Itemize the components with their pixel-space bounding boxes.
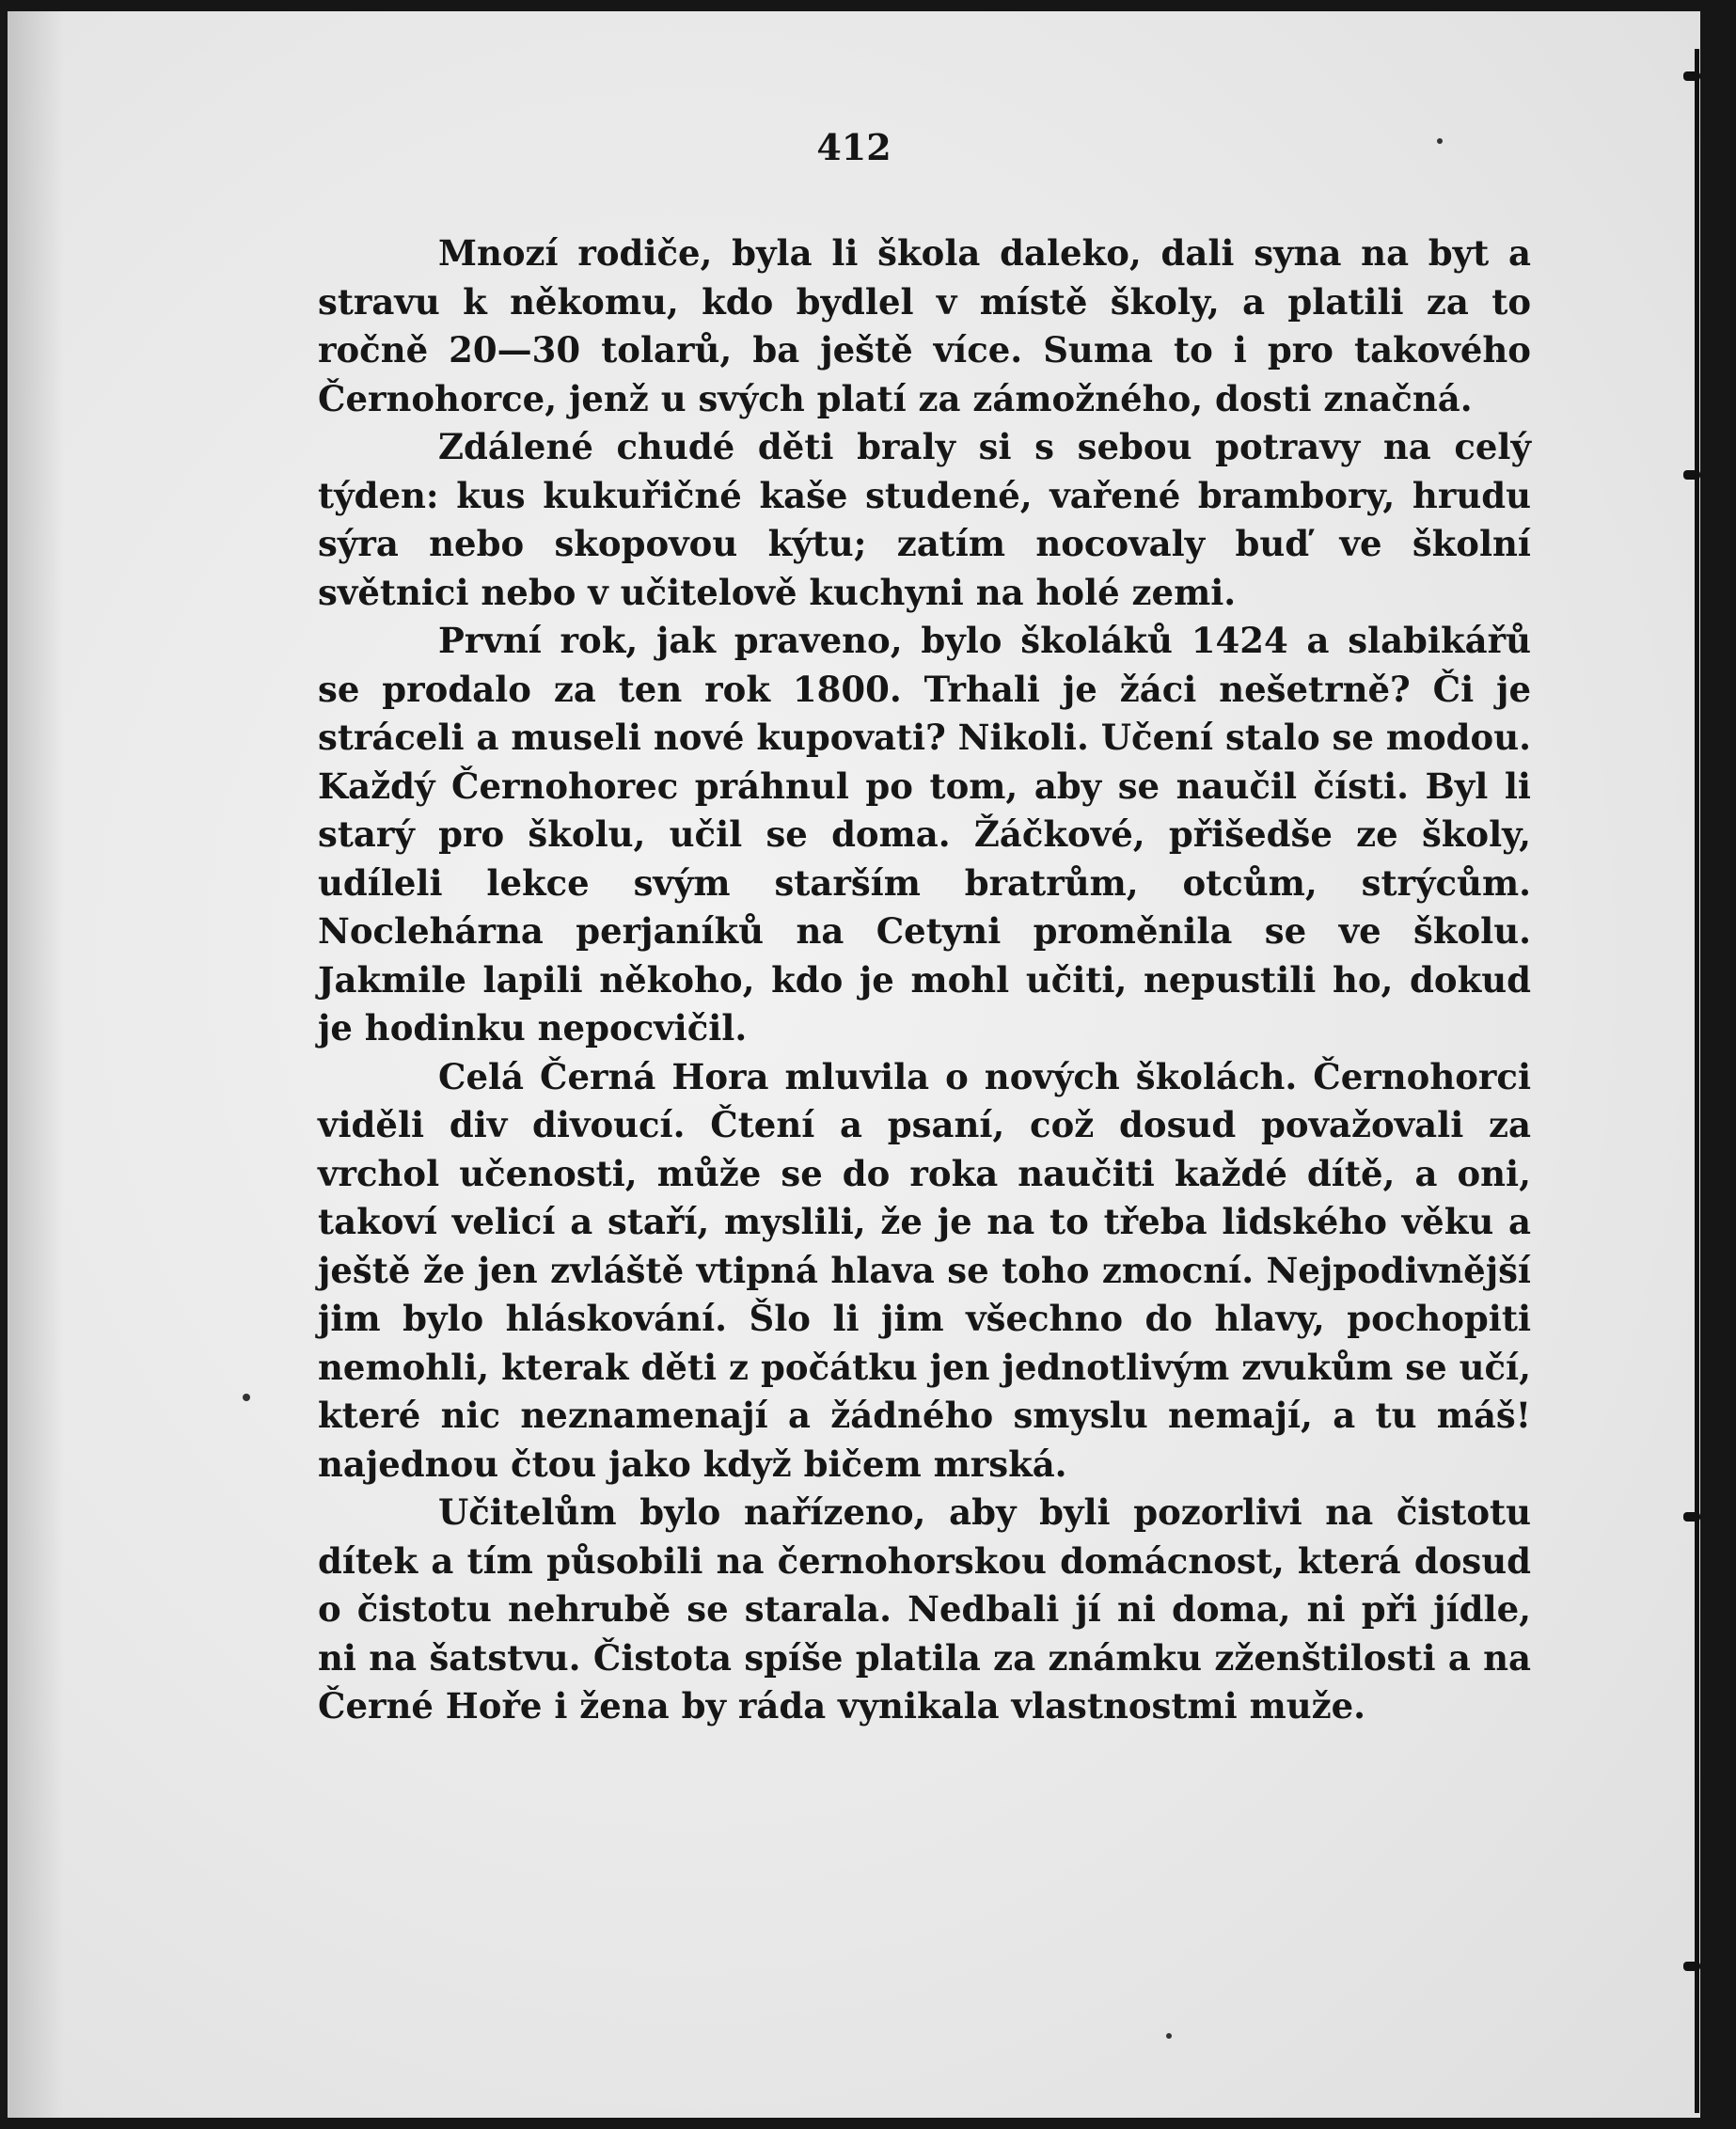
paragraph: Učitelům bylo nařízeno, aby byli pozorlivi na čistotu dítek a tím působili na černohorskou domácnost, která dosud o čistotu nehrubě se starala. Nedbali jí ni doma, ni při jídle, ni na šatstvu. Čistota spíše platila za známku zženštilosti a na Černé Hoře i žena by ráda vynikala vlastnostmi muže. [318,1491,1531,1727]
paper-speck [243,1394,250,1401]
paragraph: Mnozí rodiče, byla li škola daleko, dali syna na byt a stravu k někomu, kdo bydlel v místě školy, a platili za to ročně 20—30 tolarů, ba ještě více. Suma to i pro takového Černohorce, jenž u svých platí za zámožného, dosti značná. [318,232,1531,419]
page-edge-shadow [8,11,64,2118]
paragraph: Zdálené chudé děti braly si s sebou potravy na celý týden: kus kukuřičné kaše studené, vařené brambory, hrudu sýra nebo skopovou kýtu; zatím nocovaly buď ve školní světnici nebo v učitelově kuchyni na holé zemi. [318,426,1531,613]
binding-rule [1695,49,1699,2113]
page-number: 412 [816,126,892,168]
binding-mark [1683,1512,1700,1522]
binding-mark [1683,1962,1700,1971]
binding-mark [1683,71,1700,81]
paragraph: Celá Černá Hora mluvila o nových školách. Černohorci viděli div divoucí. Čtení a psaní, což dosud považovali za vrchol učenosti, může se do roka naučiti každé dítě, a oni, takoví velicí a staří, myslili, že je na to třeba lidského věku a ještě že jen zvláště vtipná hlava se toho zmocní. Nejpodivnější jim bylo hláskování. Šlo li jim všechno do hlavy, pochopiti nemohli, kterak děti z počátku jen jednotlivým zvukům se učí, které nic neznamenají a žádného smyslu nemají, a tu máš! najednou čtou jako když bičem mrská. [318,1055,1531,1485]
binding-mark [1683,470,1700,480]
page-body [318,229,1531,1731]
paragraph: První rok, jak praveno, bylo školáků 1424 a slabikářů se prodalo za ten rok 1800. Trhali je žáci nešetrně? Či je stráceli a museli nové kupovati? Nikoli. Učení stalo se modou. Každý Černohorec práhnul po tom, aby se naučil čísti. Byl li starý pro školu, učil se doma. Žáčkové, přišedše ze školy, udíleli lekce svým starším bratrům, otcům, strýcům. Noclehárna perjaníků na Cetyni proměnila se ve školu. Jakmile lapili někoho, kdo je mohl učiti, nepustili ho, dokud je hodinku nepocvičil. [318,620,1531,1049]
paper-speck [1166,2033,1172,2039]
scanned-page [8,11,1700,2118]
